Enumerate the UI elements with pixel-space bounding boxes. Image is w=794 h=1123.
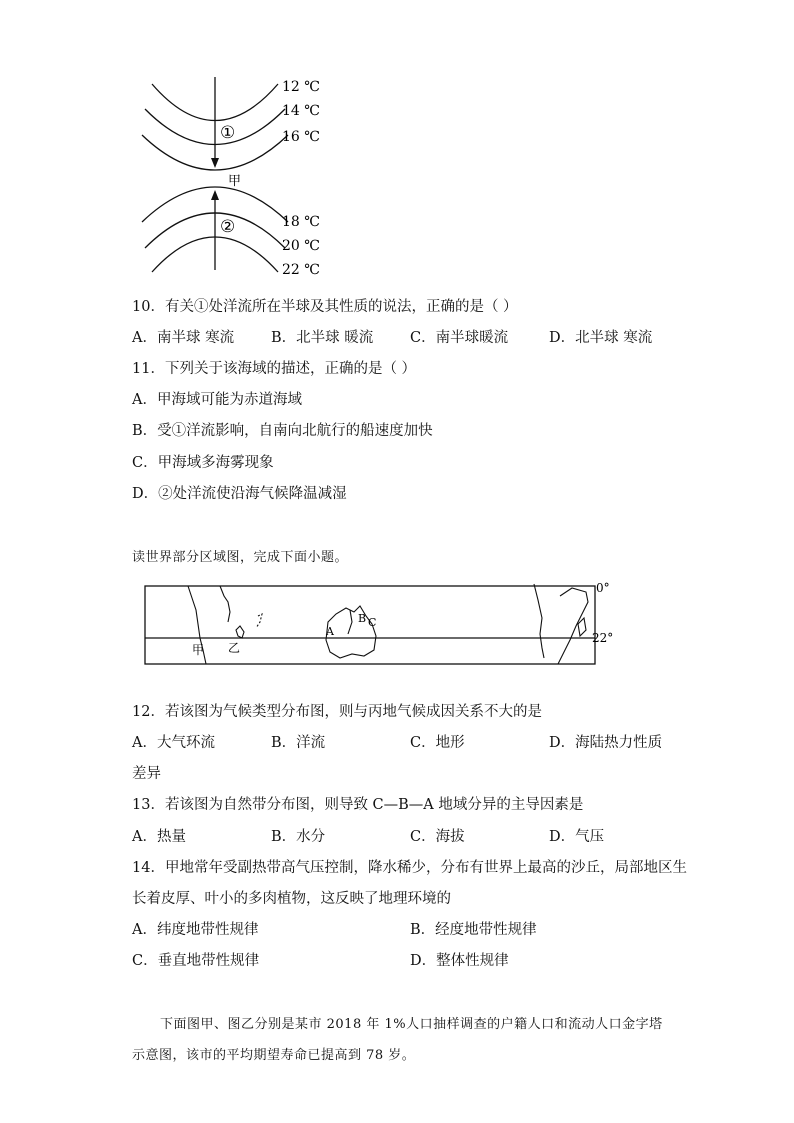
q13-option-c: C．海拔	[410, 829, 465, 845]
q14-option-a: A．纬度地带性规律	[132, 922, 259, 938]
current-2-arrowhead	[211, 190, 219, 200]
isotherm-label-20: 20 ℃	[282, 238, 320, 254]
label-a: A	[326, 625, 334, 638]
q10-option-b: B．北半球 暖流	[271, 330, 374, 346]
q13-option-b: B．水分	[271, 829, 326, 845]
current-1-label: ①	[220, 123, 236, 143]
africa-west-coast	[534, 584, 544, 658]
isotherm-label-16: 16 ℃	[282, 129, 320, 145]
q11-option-a: A．甲海域可能为赤道海域	[132, 392, 302, 408]
isotherm-label-14: 14 ℃	[282, 103, 320, 119]
lat-label-22: 22°	[592, 631, 614, 645]
q11-stem: 11．下列关于该海域的描述，正确的是（ ）	[132, 361, 417, 377]
q11-option-d: D．②处洋流使沿海气候降温减湿	[132, 486, 347, 502]
world-map-intro: 读世界部分区域图，完成下面小题。	[132, 550, 349, 565]
africa-east-coast	[558, 588, 588, 664]
q10-option-d: D．北半球 寒流	[549, 330, 653, 346]
pyramid-intro-line2: 示意图，该市的平均期望寿命已提高到 78 岁。	[132, 1048, 416, 1063]
q12-stem: 12．若该图为气候类型分布图，则与丙地气候成因关系不大的是	[132, 704, 542, 720]
q14-option-b: B．经度地带性规律	[410, 922, 537, 938]
q14-stem-line1: 14．甲地常年受副热带高气压控制，降水稀少，分布有世界上最高的沙丘，局部地区生	[132, 860, 687, 876]
andes-feature	[236, 626, 244, 638]
label-jia: 甲	[192, 643, 205, 657]
q11-option-c: C．甲海域多海雾现象	[132, 455, 274, 471]
current-1-arrowhead	[211, 158, 219, 168]
current-2-label: ②	[220, 217, 236, 237]
south-america-east-coast	[220, 586, 230, 622]
q14-option-c: C．垂直地带性规律	[132, 953, 260, 969]
australia-inner-line	[348, 610, 352, 634]
q12-option-d-continuation: 差异	[132, 766, 161, 782]
ocean-current-isotherm-figure	[140, 72, 340, 282]
q13-option-a: A．热量	[132, 829, 186, 845]
q12-option-d: D．海陆热力性质	[549, 735, 663, 751]
world-region-map	[140, 578, 620, 670]
isotherm-label-12: 12 ℃	[282, 79, 320, 95]
sea-label: 甲	[228, 174, 242, 189]
q12-option-c: C．地形	[410, 735, 465, 751]
q12-option-a: A．大气环流	[132, 735, 215, 751]
q13-stem: 13．若该图为自然带分布图，则导致 C—B—A 地域分异的主导因素是	[132, 797, 584, 813]
isotherm-label-18: 18 ℃	[282, 214, 320, 230]
q12-option-b: B．洋流	[271, 735, 326, 751]
q13-option-d: D．气压	[549, 829, 605, 845]
east-coast-dash	[256, 614, 262, 628]
pyramid-intro-line1: 下面图甲、图乙分别是某市 2018 年 1%人口抽样调查的户籍人口和流动人口金字塔	[160, 1017, 663, 1032]
isotherm-label-22: 22 ℃	[282, 262, 320, 278]
q14-option-d: D．整体性规律	[410, 953, 509, 969]
label-yi: 乙	[228, 641, 241, 655]
q14-stem-line2: 长着皮厚、叶小的多肉植物，这反映了地理环境的	[132, 891, 451, 907]
q10-stem: 10．有关①处洋流所在半球及其性质的说法，正确的是（ ）	[132, 299, 518, 315]
lat-label-0: 0°	[596, 581, 610, 595]
label-b: B	[358, 612, 367, 625]
q10-option-c: C．南半球暖流	[410, 330, 509, 346]
q11-option-b: B．受①洋流影响，自南向北航行的船速度加快	[132, 423, 433, 439]
label-c: C	[368, 616, 377, 629]
q10-option-a: A．南半球 寒流	[132, 330, 235, 346]
